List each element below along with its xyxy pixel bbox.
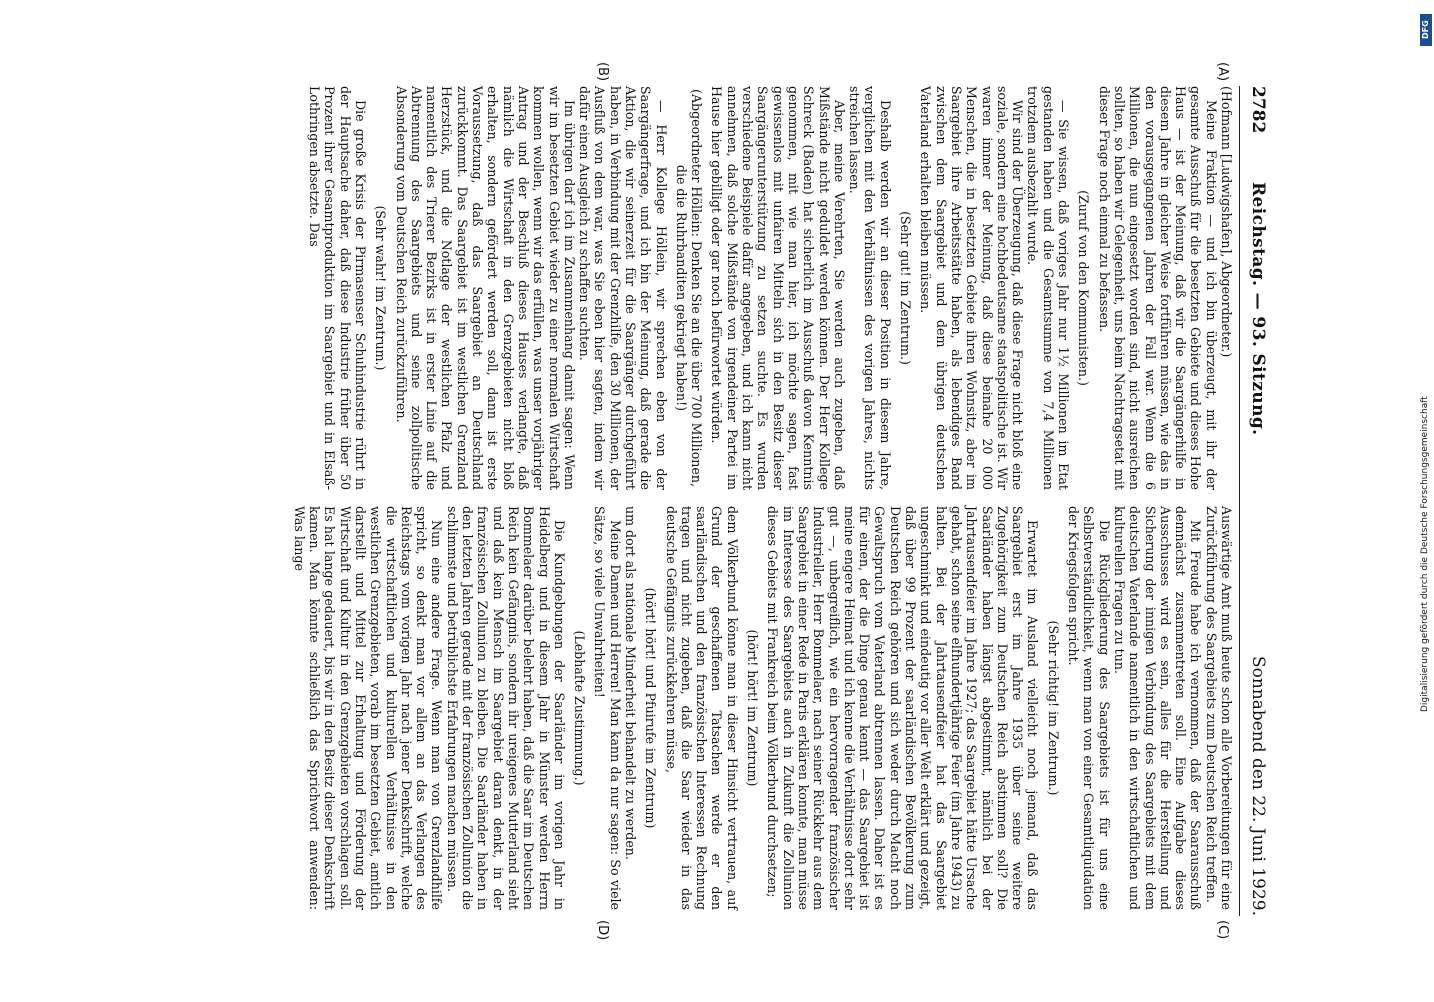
paragraph: — Sie wissen, daß voriges Jahr nur 1½ Millionen im Etat gestanden haben und die Gesamtsumme von 7,4 Millionen trotzdem ausbezahlt wurde.	[1025, 86, 1072, 490]
paragraph: Erwartet im Ausland vielleicht noch jemand, daß das Saargebiet erst im Jahre 1935 über seine weitere Zugehörigkeit zum Deutschen Reich abstimmen soll? Die Saarländer haben längst abgestimmt, nämlich bei der Jahrtausendfeier im Jahre 1927; das Saargebiet hätte Ursache gehabt, schon seine elfhundertjährige Feier (im Jahre 1943) zu halten. Bei der Jahrtausendfeier hat das Saargebiet ungeschminkt und eindeutig vor aller Welt erklärt und gezeigt, daß über 99 Prozent der saarländischen Bevölkerung zum Deutschen Reich gehören und sich weder durch Macht noch Gewaltspruch vom Vaterland abtrennen lassen. Daher ist es für einen, der die Dinge genau kennt — das Saargebiet ist meine engere Heimat und ich kenne die Verhältnisse dort sehr gut —, unbegreiflich, wie ein hervorragender französischer Industrieller, Herr Bommelaer, nach seiner Rückkehr aus dem Saargebiet in einer Rede in Paris erklären konnte, man müsse im Interesse des Saargebiets auch in Zukunft die Zollunion dieses Gebiets mit Frankreich beim Völkerbund durchsetzen;	[765, 506, 1041, 910]
interjection: (hört! hört! und Pfuirufe im Zentrum)	[643, 587, 659, 829]
margin-marker-c: (C)	[1215, 920, 1230, 940]
dfg-logo: DFG	[1420, 14, 1432, 46]
paragraph: Meine Damen und Herren! Man kann da nur sagen: So viele Sätze, so viele Unwahrheiten!	[592, 506, 623, 910]
paragraph: dem Völkerbund könne man in dieser Hinsicht vertrauen, auf Grund der geschaffenen Tatsachen werde er den saarländischen und den französischen Interessen Rechnung tragen und nicht zugeben, daß die Saar wieder in das deutsche Gefängnis zurückkehren müsse,	[663, 506, 740, 910]
interjection: (Sehr gut! im Zentrum.)	[898, 211, 914, 365]
paragraph: Deshalb werden wir an dieser Position in diesem Jahre, verglichen mit den Verhältnissen des vorigen Jahres, nichts streichen lassen.	[847, 86, 893, 490]
margin-marker-d: (D)	[595, 920, 610, 941]
interjection: (Lebhafte Zustimmung.)	[572, 630, 588, 786]
digitization-credit	[1419, 12, 1433, 1002]
margin-marker-a: (A)	[1215, 62, 1230, 82]
interjection: (Abgeordneter Höllein: Denken Sie an die über 700 Millionen, die die Ruhrbanditen gekriegt haben!)	[673, 89, 705, 487]
session-date: Sonnabend den 22. Juni 1929.	[1248, 655, 1268, 916]
paragraph: Die Kundgebungen der Saarländer im vorigen Jahr in Heidelberg und in diesem Jahr in Münster werden Herrn Bommelaer darüber belehrt haben, daß die Saar im Deutschen Reich kein Gefängnis, sondern ihr ureigenes Mutterland sieht und daß kein Mensch im Saargebiet daran denkt, in der französischen Zollunion zu bleiben. Die Saarländer haben in den letzten Jahren gerade mit der französischen Zollunion die schlimmste und betrüblichste Erfahrungen machen müssen.	[444, 506, 567, 910]
paragraph: Auswärtige Amt muß heute schon alle Vorbereitungen für eine Zurückführung des Saargebiets zum Deutschen Reich treffen.	[1203, 506, 1234, 910]
interjection: (hört! hört! im Zentrum)	[745, 629, 761, 787]
session-title: Reichstag. — 93. Sitzung.	[1248, 182, 1268, 436]
interjection: (Sehr wahr! im Zentrum.)	[373, 205, 389, 371]
paragraph: Im übrigen darf ich im Zusammenhang damit sagen: Wenn wir im besetzten Gebiet wieder zu einer normalen Wirtschaft kommen wollen, wenn wir das erfüllen, was unser vorjähriger Antrag und der Beschluß dieses Hauses verlangte, daß nämlich die Wirtschaft in den Grenzgebieten nicht bloß erhalten, sondern gefördert werden soll, dann ist erste Voraussetzung, daß das Saargebiet an Deutschland zurückkommt. Das Saargebiet ist im westlichen Grenzland Herzstück, und die Notlage der westlichen Pfalz und namentlich des Trierer Bezirks ist in erster Linie auf die Abtrennung des Saargebiets und seine zollpolitische Absonderung vom Deutschen Reich zurückzuführen.	[393, 86, 577, 490]
paragraph: um dort als nationale Minderheit behandelt zu werden.	[623, 506, 639, 860]
interjection: (Zuruf von den Kommunisten.)	[1076, 190, 1092, 386]
paragraph: Mit Freude habe ich vernommen, daß der Saarausschuß demnächst zusammentreten soll. Eine Aufgabe dieses Ausschusses wird es sein, alles für die Herstellung und Sicherung der innigen Verbindung des Saargebiets mit dem deutschen Vaterlande namentlich in den wirtschaftlichen und kulturellen Fragen zu tun.	[1111, 506, 1204, 910]
speaker-line: (Hofmann [Ludwigshafen], Abgeordneter.)	[1219, 86, 1234, 358]
credit-text: Digitalisierung gefördert durch die Deutsche Forschungsgemeinschaft	[1420, 396, 1430, 712]
interjection: (Sehr richtig! im Zentrum.)	[1045, 620, 1061, 796]
header-rule	[1239, 86, 1240, 916]
paragraph: — Herr Kollege Höllein, wir sprechen eben von der Saargängerfrage, und ich bin der Meinung, daß gerade die Aktion, die wir seinerzeit für die Saargänger durchgeführt haben, in Verbindung mit der Grenzhilfe, den 30 Millionen, der Ausfluß von dem war, was Sie eben hier sagten, indem wir dafür einen Ausgleich zu schaffen suchten.	[577, 86, 669, 490]
paragraph: Die Rückgliederung des Saargebiets ist für uns eine Selbstverständlichkeit, wenn man von einer Gesamtliquidation der Kriegsfolgen spricht.	[1066, 506, 1112, 910]
right-column	[291, 506, 1234, 910]
page-header	[1244, 86, 1268, 916]
margin-marker-b: (B)	[595, 62, 610, 82]
paragraph: Nun eine andere Frage. Wenn man von Grenzlandhilfe spricht, so denkt man vor allem an das Verlangen des Reichstags vom vorigen Jahr nach jener Denkschrift, welche die wirtschaftlichen und kulturellen Verhältnisse in den westlichen Grenzgebieten, vorab im besetzten Gebiet, amtlich darstellt und Mittel zur Erhaltung und Förderung der Wirtschaft und Kultur in den Grenzgebieten vorschlagen soll. Es hat lange gedauert, bis wir in den Besitz dieser Denkschrift kamen. Man könnte schließlich das Sprichwort anwenden: Was lange	[291, 506, 445, 910]
paragraph: Die große Krisis der Pirmasenser Schuhindustrie rührt in der Hauptsache daher, daß diese Industrie früher über 50 Prozent ihrer Gesamtproduktion im Saargebiet und in Elsaß-Lothringen absetzte. Das	[307, 86, 368, 490]
paragraph: Aber, meine Verehrten, Sie werden auch zugeben, daß Mißstände nicht geduldet werden können. Der Herr Kollege Schreck (Baden) hat sicherlich im Ausschuß davon Kenntnis genommen, mit wie man hier, ich möchte sagen, fast gewissenlos mit unfairen Mitteln sich in den Besitz dieser Saargängerunterstützung zu setzen suchte. Es wurden verschiedene Beispiele dafür angegeben, und ich kann nicht annehmen, daß solche Mißstände von irgendeiner Partei im Hause hier gebilligt oder gar noch befürwortet würden.	[709, 86, 847, 490]
paragraph: Meine Fraktion — und ich bin überzeugt, mit ihr der gesamte Ausschuß für die besetzten Gebiete und dieses Hohe Haus — ist der Meinung, daß wir die Saargängerhilfe in diesem Jahre in gleicher Weise fortführen müssen, wie das in den vorausgegangenen Jahren der Fall war. Wenn die 6 Millionen, die nun eingesetzt worden sind, nicht ausreichen sollten, so haben wir Gelegenheit, uns beim Nachtragsetat mit dieser Frage noch einmal zu befassen.	[1096, 86, 1219, 490]
left-column	[307, 86, 1234, 490]
paragraph: Wir sind der Überzeugung, daß diese Frage nicht bloß eine soziale, sondern eine hochbedeutsame staatspolitische ist. Wir waren immer der Meinung, daß diese beinahe 20 000 Menschen, die in besetzten Gebiete ihren Wohnsitz, aber im Saargebiet ihre Arbeitsstätte haben, als lebendiges Band zwischen dem Saargebiet und dem übrigen deutschen Vaterland erhalten bleiben müssen.	[918, 86, 1026, 490]
page-number: 2782	[1248, 86, 1268, 134]
